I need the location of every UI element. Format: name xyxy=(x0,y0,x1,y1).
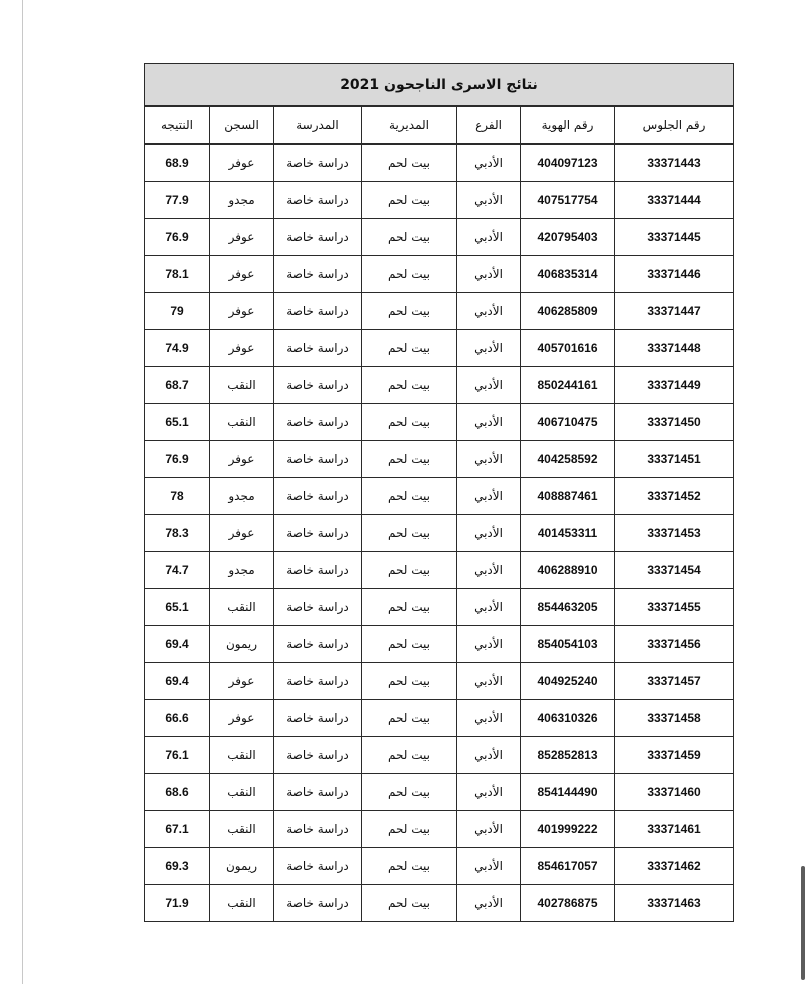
cell-result: 76.9 xyxy=(145,219,210,256)
cell-result: 79 xyxy=(145,293,210,330)
cell-prison: مجدو xyxy=(210,552,274,589)
cell-directorate: بيت لحم xyxy=(362,256,457,293)
cell-branch: الأدبي xyxy=(457,663,521,700)
cell-prison: عوفر xyxy=(210,330,274,367)
table-row xyxy=(145,663,734,700)
cell-branch: الأدبي xyxy=(457,182,521,219)
cell-school: دراسة خاصة xyxy=(274,404,362,441)
cell-result: 67.1 xyxy=(145,811,210,848)
cell-result: 74.7 xyxy=(145,552,210,589)
table-row xyxy=(145,885,734,922)
cell-seat-number: 33371448 xyxy=(615,330,734,367)
cell-school: دراسة خاصة xyxy=(274,367,362,404)
cell-branch: الأدبي xyxy=(457,219,521,256)
cell-result: 78.3 xyxy=(145,515,210,552)
cell-branch: الأدبي xyxy=(457,552,521,589)
cell-school: دراسة خاصة xyxy=(274,552,362,589)
cell-seat-number: 33371449 xyxy=(615,367,734,404)
cell-prison: مجدو xyxy=(210,478,274,515)
cell-directorate: بيت لحم xyxy=(362,219,457,256)
cell-directorate: بيت لحم xyxy=(362,144,457,182)
cell-prison: النقب xyxy=(210,404,274,441)
cell-school: دراسة خاصة xyxy=(274,626,362,663)
table-row xyxy=(145,515,734,552)
cell-directorate: بيت لحم xyxy=(362,663,457,700)
cell-school: دراسة خاصة xyxy=(274,700,362,737)
cell-directorate: بيت لحم xyxy=(362,811,457,848)
cell-seat-number: 33371460 xyxy=(615,774,734,811)
cell-prison: النقب xyxy=(210,367,274,404)
cell-school: دراسة خاصة xyxy=(274,219,362,256)
cell-branch: الأدبي xyxy=(457,626,521,663)
table-header-row xyxy=(145,106,734,144)
cell-prison: النقب xyxy=(210,774,274,811)
cell-school: دراسة خاصة xyxy=(274,478,362,515)
cell-school: دراسة خاصة xyxy=(274,737,362,774)
cell-prison: عوفر xyxy=(210,293,274,330)
cell-result: 69.3 xyxy=(145,848,210,885)
cell-seat-number: 33371453 xyxy=(615,515,734,552)
cell-branch: الأدبي xyxy=(457,737,521,774)
cell-result: 66.6 xyxy=(145,700,210,737)
cell-seat-number: 33371450 xyxy=(615,404,734,441)
table-row xyxy=(145,144,734,182)
cell-result: 76.1 xyxy=(145,737,210,774)
table-row xyxy=(145,811,734,848)
header-seat-number: رقم الجلوس xyxy=(615,106,734,144)
cell-school: دراسة خاصة xyxy=(274,182,362,219)
cell-seat-number: 33371457 xyxy=(615,663,734,700)
cell-seat-number: 33371451 xyxy=(615,441,734,478)
cell-branch: الأدبي xyxy=(457,367,521,404)
cell-directorate: بيت لحم xyxy=(362,589,457,626)
cell-id-number: 405701616 xyxy=(521,330,615,367)
cell-result: 69.4 xyxy=(145,626,210,663)
cell-branch: الأدبي xyxy=(457,811,521,848)
cell-result: 78.1 xyxy=(145,256,210,293)
cell-prison: عوفر xyxy=(210,700,274,737)
table-row xyxy=(145,367,734,404)
cell-seat-number: 33371461 xyxy=(615,811,734,848)
cell-branch: الأدبي xyxy=(457,144,521,182)
cell-seat-number: 33371463 xyxy=(615,885,734,922)
cell-prison: النقب xyxy=(210,589,274,626)
cell-result: 78 xyxy=(145,478,210,515)
table-row xyxy=(145,848,734,885)
table-row xyxy=(145,293,734,330)
cell-result: 65.1 xyxy=(145,404,210,441)
table-row xyxy=(145,478,734,515)
cell-school: دراسة خاصة xyxy=(274,811,362,848)
cell-result: 68.9 xyxy=(145,144,210,182)
cell-branch: الأدبي xyxy=(457,774,521,811)
cell-seat-number: 33371456 xyxy=(615,626,734,663)
cell-branch: الأدبي xyxy=(457,515,521,552)
cell-id-number: 408887461 xyxy=(521,478,615,515)
cell-directorate: بيت لحم xyxy=(362,700,457,737)
header-directorate: المديرية xyxy=(362,106,457,144)
cell-directorate: بيت لحم xyxy=(362,848,457,885)
cell-school: دراسة خاصة xyxy=(274,774,362,811)
cell-seat-number: 33371458 xyxy=(615,700,734,737)
cell-seat-number: 33371443 xyxy=(615,144,734,182)
table-title: نتائج الاسرى الناجحون 2021 xyxy=(145,64,734,107)
table-row xyxy=(145,256,734,293)
cell-school: دراسة خاصة xyxy=(274,144,362,182)
cell-id-number: 854144490 xyxy=(521,774,615,811)
cell-id-number: 404925240 xyxy=(521,663,615,700)
cell-directorate: بيت لحم xyxy=(362,478,457,515)
cell-result: 69.4 xyxy=(145,663,210,700)
cell-id-number: 406710475 xyxy=(521,404,615,441)
cell-directorate: بيت لحم xyxy=(362,552,457,589)
table-row xyxy=(145,774,734,811)
cell-school: دراسة خاصة xyxy=(274,885,362,922)
header-result: النتيجه xyxy=(145,106,210,144)
cell-seat-number: 33371454 xyxy=(615,552,734,589)
cell-branch: الأدبي xyxy=(457,589,521,626)
cell-id-number: 854617057 xyxy=(521,848,615,885)
cell-id-number: 406835314 xyxy=(521,256,615,293)
cell-id-number: 401453311 xyxy=(521,515,615,552)
header-school: المدرسة xyxy=(274,106,362,144)
cell-id-number: 854463205 xyxy=(521,589,615,626)
cell-prison: النقب xyxy=(210,885,274,922)
table-row xyxy=(145,700,734,737)
cell-prison: عوفر xyxy=(210,144,274,182)
cell-prison: النقب xyxy=(210,811,274,848)
cell-seat-number: 33371462 xyxy=(615,848,734,885)
cell-school: دراسة خاصة xyxy=(274,441,362,478)
cell-branch: الأدبي xyxy=(457,478,521,515)
cell-prison: عوفر xyxy=(210,663,274,700)
cell-school: دراسة خاصة xyxy=(274,663,362,700)
cell-directorate: بيت لحم xyxy=(362,293,457,330)
cell-branch: الأدبي xyxy=(457,404,521,441)
cell-id-number: 406310326 xyxy=(521,700,615,737)
table-row xyxy=(145,219,734,256)
table-row xyxy=(145,441,734,478)
cell-id-number: 420795403 xyxy=(521,219,615,256)
cell-result: 68.6 xyxy=(145,774,210,811)
cell-branch: الأدبي xyxy=(457,848,521,885)
cell-school: دراسة خاصة xyxy=(274,515,362,552)
cell-school: دراسة خاصة xyxy=(274,589,362,626)
cell-result: 74.9 xyxy=(145,330,210,367)
cell-id-number: 402786875 xyxy=(521,885,615,922)
cell-id-number: 406288910 xyxy=(521,552,615,589)
cell-directorate: بيت لحم xyxy=(362,404,457,441)
cell-result: 71.9 xyxy=(145,885,210,922)
cell-seat-number: 33371447 xyxy=(615,293,734,330)
cell-directorate: بيت لحم xyxy=(362,330,457,367)
cell-result: 76.9 xyxy=(145,441,210,478)
cell-id-number: 854054103 xyxy=(521,626,615,663)
cell-id-number: 406285809 xyxy=(521,293,615,330)
cell-prison: النقب xyxy=(210,737,274,774)
header-branch: الفرع xyxy=(457,106,521,144)
cell-directorate: بيت لحم xyxy=(362,367,457,404)
cell-id-number: 401999222 xyxy=(521,811,615,848)
cell-result: 77.9 xyxy=(145,182,210,219)
cell-id-number: 850244161 xyxy=(521,367,615,404)
cell-prison: ريمون xyxy=(210,848,274,885)
cell-prison: عوفر xyxy=(210,441,274,478)
cell-id-number: 852852813 xyxy=(521,737,615,774)
cell-directorate: بيت لحم xyxy=(362,441,457,478)
cell-prison: عوفر xyxy=(210,256,274,293)
cell-id-number: 404097123 xyxy=(521,144,615,182)
cell-branch: الأدبي xyxy=(457,885,521,922)
cell-seat-number: 33371445 xyxy=(615,219,734,256)
cell-directorate: بيت لحم xyxy=(362,182,457,219)
table-row xyxy=(145,589,734,626)
cell-prison: مجدو xyxy=(210,182,274,219)
cell-result: 68.7 xyxy=(145,367,210,404)
cell-directorate: بيت لحم xyxy=(362,737,457,774)
results-table xyxy=(144,63,734,922)
cell-id-number: 404258592 xyxy=(521,441,615,478)
table-row xyxy=(145,552,734,589)
cell-seat-number: 33371459 xyxy=(615,737,734,774)
header-prison: السجن xyxy=(210,106,274,144)
cell-prison: ريمون xyxy=(210,626,274,663)
cell-directorate: بيت لحم xyxy=(362,774,457,811)
page-left-edge xyxy=(22,0,23,984)
table-title-row xyxy=(145,64,734,107)
cell-directorate: بيت لحم xyxy=(362,515,457,552)
cell-seat-number: 33371455 xyxy=(615,589,734,626)
cell-directorate: بيت لحم xyxy=(362,885,457,922)
cell-school: دراسة خاصة xyxy=(274,293,362,330)
table-row xyxy=(145,182,734,219)
scrollbar-thumb[interactable] xyxy=(801,866,805,980)
cell-seat-number: 33371444 xyxy=(615,182,734,219)
cell-prison: عوفر xyxy=(210,219,274,256)
cell-branch: الأدبي xyxy=(457,700,521,737)
cell-branch: الأدبي xyxy=(457,293,521,330)
table-row xyxy=(145,737,734,774)
table-row xyxy=(145,626,734,663)
cell-directorate: بيت لحم xyxy=(362,626,457,663)
table-row xyxy=(145,404,734,441)
table-row xyxy=(145,330,734,367)
cell-seat-number: 33371446 xyxy=(615,256,734,293)
cell-branch: الأدبي xyxy=(457,256,521,293)
cell-school: دراسة خاصة xyxy=(274,330,362,367)
cell-prison: عوفر xyxy=(210,515,274,552)
cell-school: دراسة خاصة xyxy=(274,848,362,885)
cell-branch: الأدبي xyxy=(457,330,521,367)
cell-result: 65.1 xyxy=(145,589,210,626)
cell-branch: الأدبي xyxy=(457,441,521,478)
cell-seat-number: 33371452 xyxy=(615,478,734,515)
header-id-number: رقم الهوية xyxy=(521,106,615,144)
cell-id-number: 407517754 xyxy=(521,182,615,219)
cell-school: دراسة خاصة xyxy=(274,256,362,293)
table-body xyxy=(145,144,734,922)
